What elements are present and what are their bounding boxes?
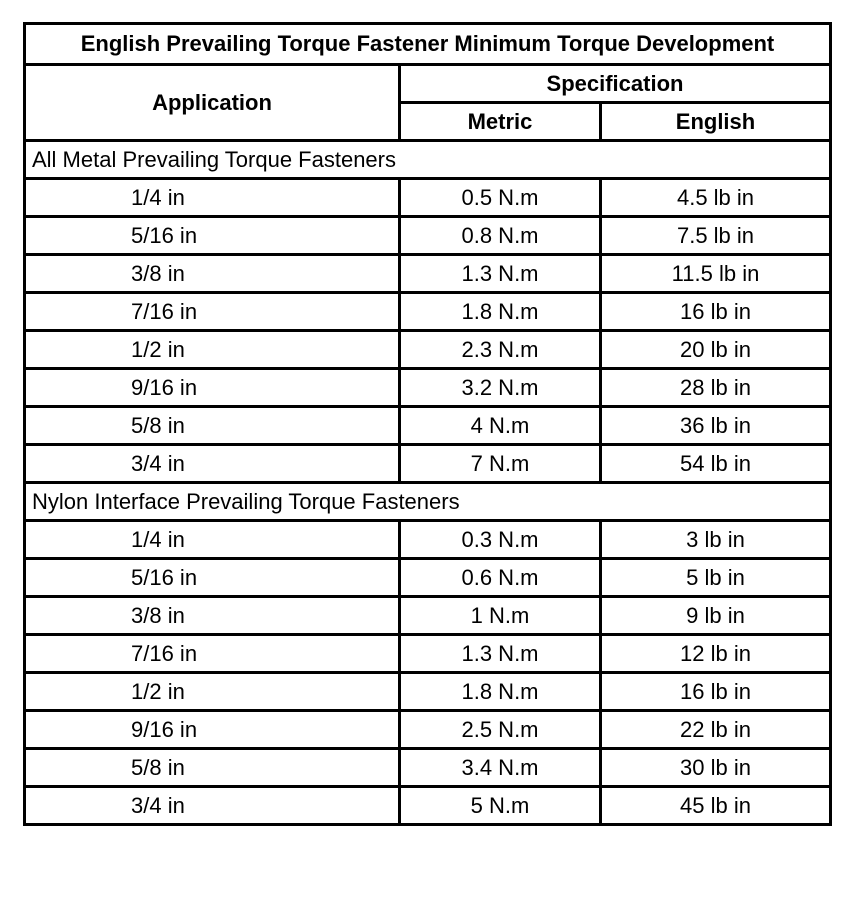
english-cell: 54 lb in (601, 445, 831, 483)
english-cell: 7.5 lb in (601, 217, 831, 255)
metric-cell: 1.3 N.m (400, 635, 601, 673)
metric-cell: 0.3 N.m (400, 521, 601, 559)
english-cell: 11.5 lb in (601, 255, 831, 293)
table-row (25, 673, 831, 711)
application-cell: 3/8 in (25, 597, 400, 635)
header-specification: Specification (400, 65, 831, 103)
application-cell: 7/16 in (25, 635, 400, 673)
metric-cell: 1.3 N.m (400, 255, 601, 293)
english-cell: 3 lb in (601, 521, 831, 559)
table-row (25, 749, 831, 787)
table-row (25, 407, 831, 445)
metric-cell: 0.6 N.m (400, 559, 601, 597)
english-cell: 5 lb in (601, 559, 831, 597)
application-cell: 3/8 in (25, 255, 400, 293)
table-row (25, 445, 831, 483)
english-cell: 30 lb in (601, 749, 831, 787)
english-cell: 16 lb in (601, 293, 831, 331)
application-cell: 9/16 in (25, 369, 400, 407)
table-row (25, 331, 831, 369)
english-cell: 36 lb in (601, 407, 831, 445)
section-title: All Metal Prevailing Torque Fasteners (25, 141, 831, 179)
table-row (25, 559, 831, 597)
application-cell: 5/16 in (25, 217, 400, 255)
english-cell: 4.5 lb in (601, 179, 831, 217)
table-row (25, 255, 831, 293)
application-cell: 5/8 in (25, 407, 400, 445)
metric-cell: 0.5 N.m (400, 179, 601, 217)
application-cell: 1/2 in (25, 331, 400, 369)
metric-cell: 3.2 N.m (400, 369, 601, 407)
application-cell: 5/16 in (25, 559, 400, 597)
application-cell: 9/16 in (25, 711, 400, 749)
english-cell: 12 lb in (601, 635, 831, 673)
header-english: English (601, 103, 831, 141)
metric-cell: 0.8 N.m (400, 217, 601, 255)
header-application: Application (25, 65, 400, 141)
table-title: English Prevailing Torque Fastener Minimum Torque Development (25, 24, 831, 65)
table-row (25, 787, 831, 825)
section-row (25, 141, 831, 179)
english-cell: 20 lb in (601, 331, 831, 369)
section-row (25, 483, 831, 521)
table-row (25, 711, 831, 749)
table-row (25, 293, 831, 331)
table-row (25, 217, 831, 255)
metric-cell: 5 N.m (400, 787, 601, 825)
metric-cell: 7 N.m (400, 445, 601, 483)
metric-cell: 4 N.m (400, 407, 601, 445)
application-cell: 5/8 in (25, 749, 400, 787)
english-cell: 45 lb in (601, 787, 831, 825)
table-row (25, 179, 831, 217)
english-cell: 28 lb in (601, 369, 831, 407)
metric-cell: 2.3 N.m (400, 331, 601, 369)
application-cell: 1/2 in (25, 673, 400, 711)
application-cell: 1/4 in (25, 179, 400, 217)
metric-cell: 1.8 N.m (400, 673, 601, 711)
application-cell: 3/4 in (25, 445, 400, 483)
metric-cell: 2.5 N.m (400, 711, 601, 749)
torque-table (23, 22, 832, 826)
application-cell: 3/4 in (25, 787, 400, 825)
table-row (25, 369, 831, 407)
application-cell: 1/4 in (25, 521, 400, 559)
english-cell: 22 lb in (601, 711, 831, 749)
english-cell: 9 lb in (601, 597, 831, 635)
english-cell: 16 lb in (601, 673, 831, 711)
metric-cell: 1.8 N.m (400, 293, 601, 331)
application-cell: 7/16 in (25, 293, 400, 331)
table-row (25, 521, 831, 559)
metric-cell: 3.4 N.m (400, 749, 601, 787)
table-row (25, 597, 831, 635)
section-title: Nylon Interface Prevailing Torque Fasteners (25, 483, 831, 521)
header-metric: Metric (400, 103, 601, 141)
table-row (25, 635, 831, 673)
metric-cell: 1 N.m (400, 597, 601, 635)
